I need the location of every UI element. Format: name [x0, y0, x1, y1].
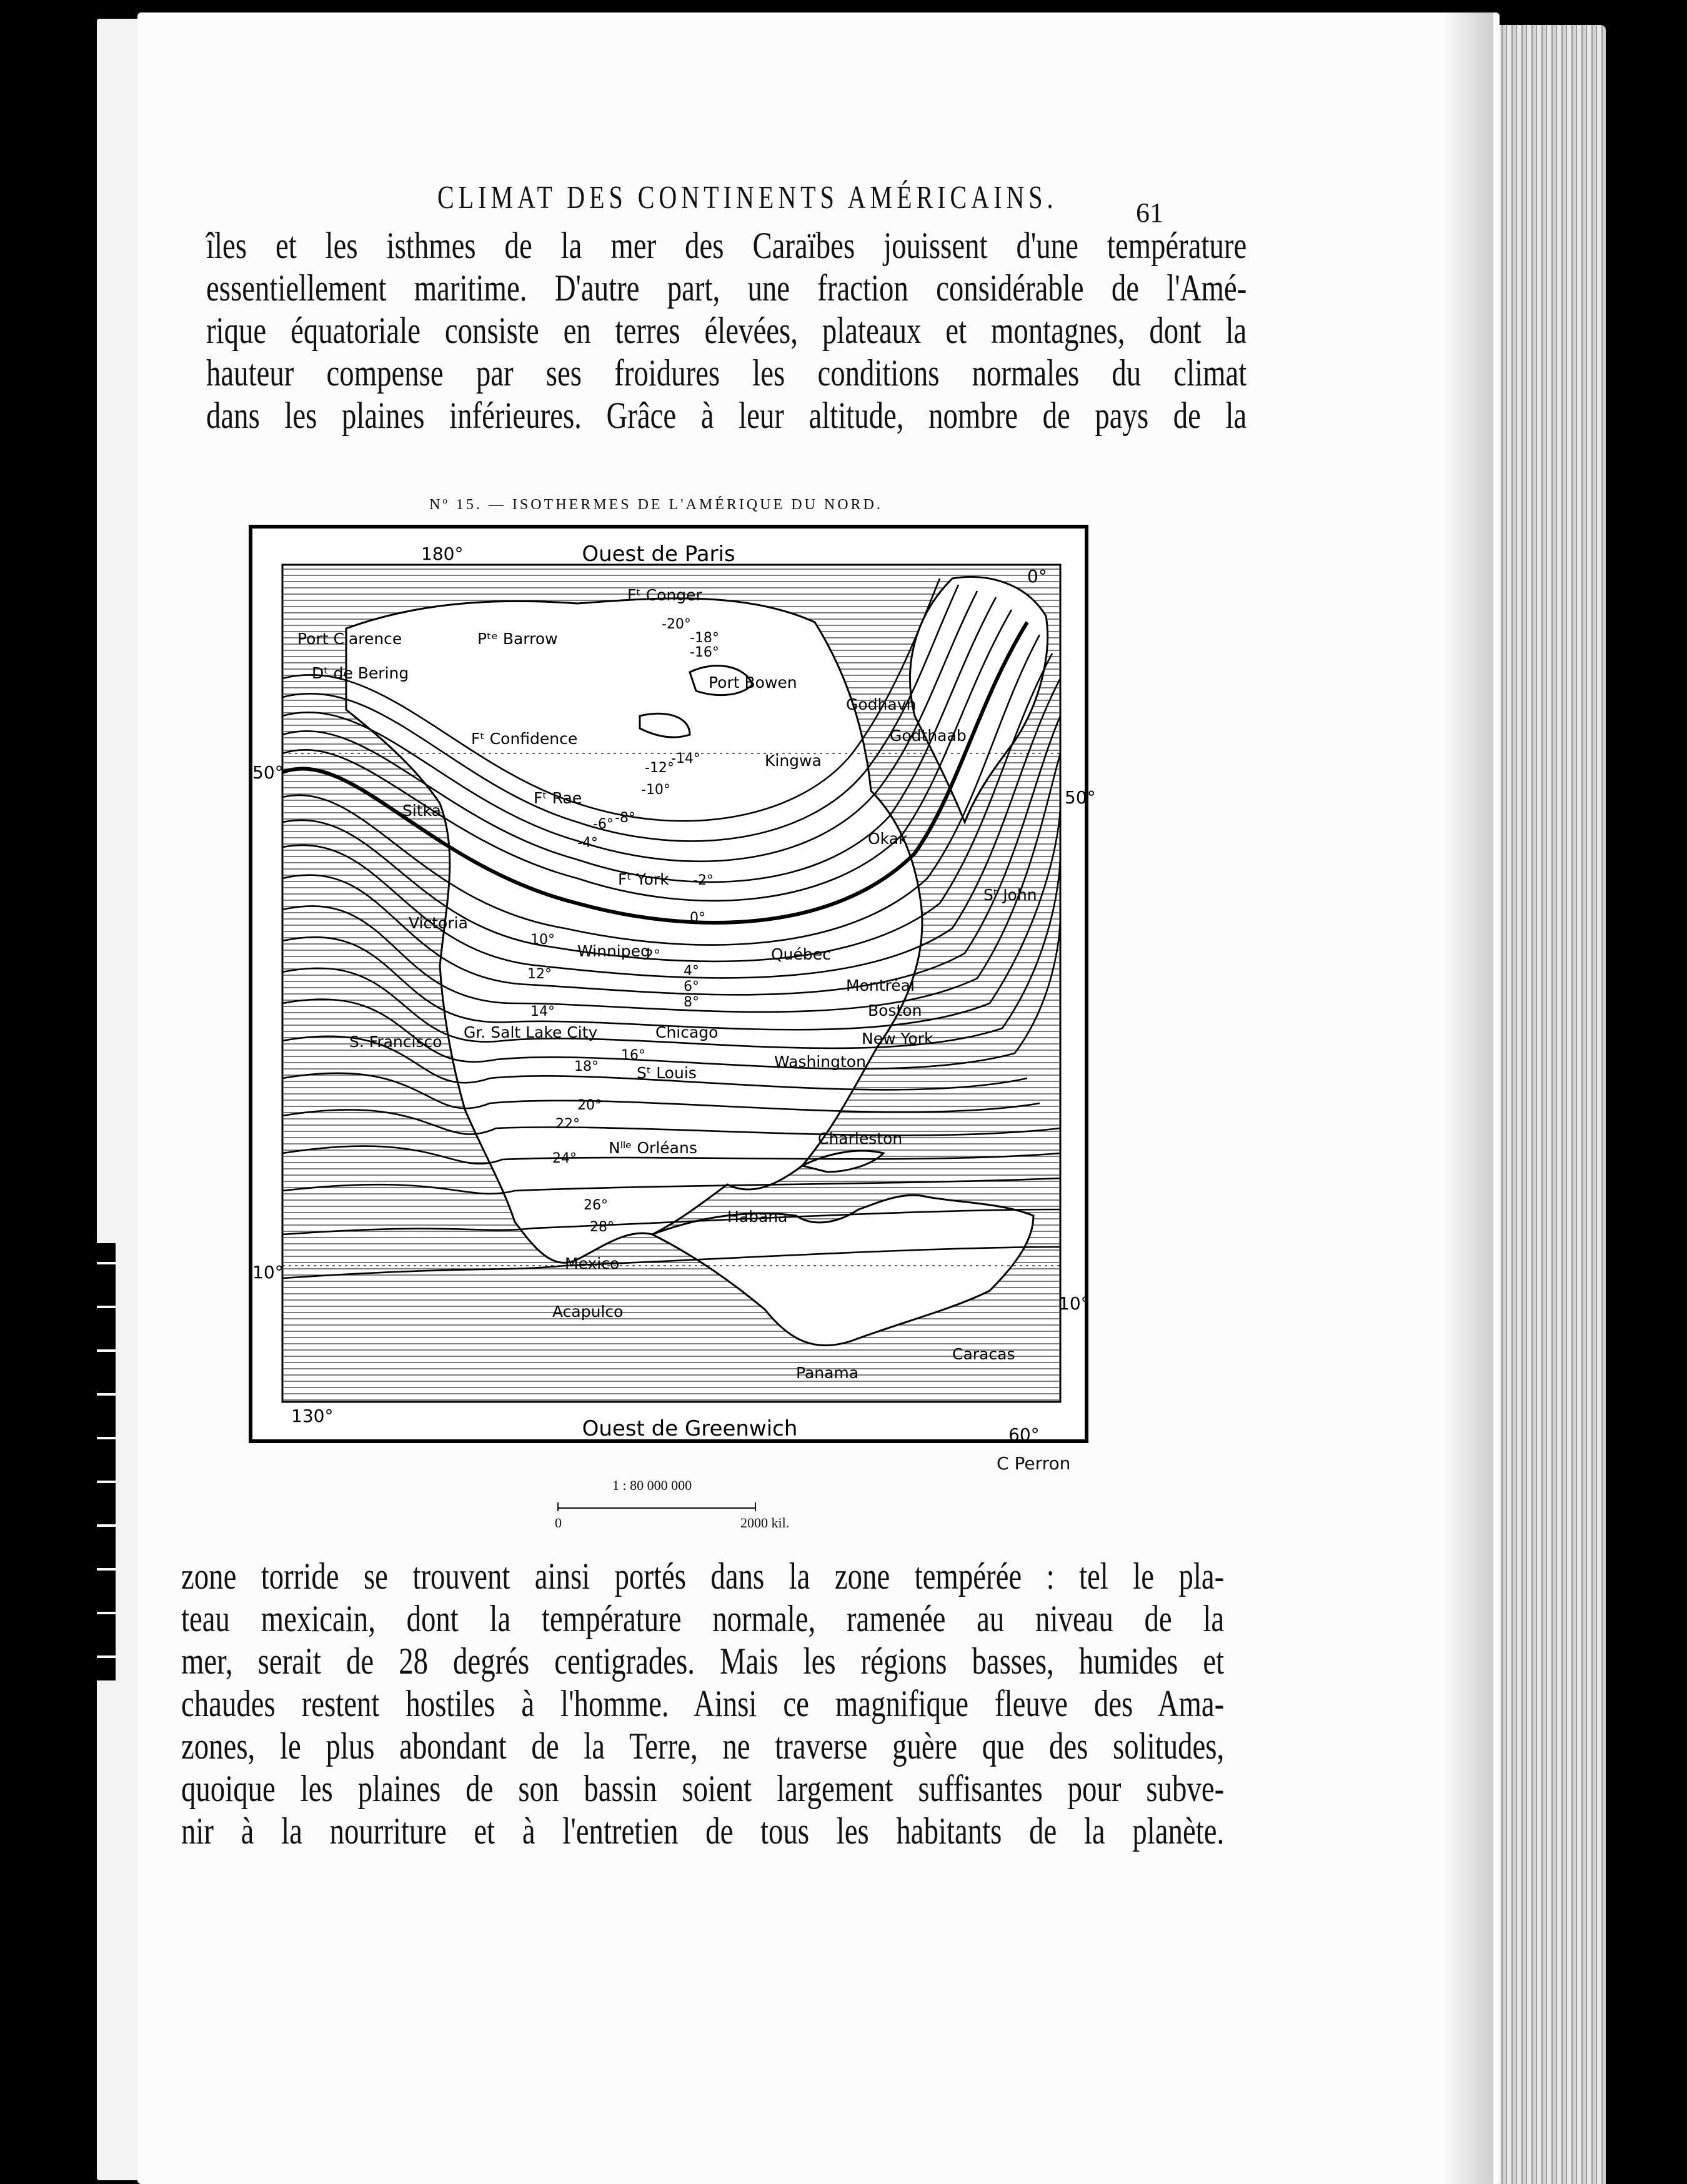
place-label: Sitka	[402, 802, 441, 820]
place-label: Mexico	[565, 1254, 620, 1273]
isotherm-label: 0°	[690, 910, 705, 926]
isotherm-label: -8°	[615, 810, 635, 826]
isotherm-label: -6°	[593, 817, 614, 832]
place-label: Port Clarence	[297, 630, 402, 648]
isotherm-label: -4°	[577, 835, 598, 851]
book-page-edges	[1487, 25, 1606, 2184]
place-label: Fᵗ Confidence	[471, 730, 578, 748]
isotherm-label: 20°	[577, 1098, 602, 1113]
text-line: îles et les isthmes de la mer des Caraïbes jouissent d'une température	[206, 225, 1247, 266]
place-label: Dᵗ de Bering	[312, 664, 409, 682]
place-label: Boston	[868, 1001, 922, 1020]
text-line: teau mexicain, dont la température normale, ramenée au niveau de la	[181, 1598, 1225, 1639]
degree-label: 10°	[1058, 1293, 1090, 1314]
degree-label: 130°	[291, 1406, 334, 1426]
isotherm-label: 16°	[621, 1048, 645, 1063]
degree-label: 10°	[252, 1262, 284, 1283]
text-line: chaudes restent hostiles à l'homme. Ainsi ce magnifique fleuve des Ama-	[181, 1683, 1225, 1724]
scale-start-label: 0	[555, 1515, 562, 1531]
paragraph-bottom	[181, 1556, 1224, 1853]
map-credit: C Perron	[997, 1453, 1071, 1474]
text-line: quoique les plaines de son bassin soient largement suffisantes pour subve-	[181, 1768, 1225, 1809]
place-label: Panama	[796, 1364, 859, 1382]
text-line: mer, serait de 28 degrés centigrades. Mais les régions basses, humides et	[181, 1640, 1225, 1682]
figure-caption: Nº 15. — ISOTHERMES DE L'AMÉRIQUE DU NORD.	[429, 497, 883, 513]
place-label: Acapulco	[552, 1303, 624, 1321]
isotherm-label: 28°	[590, 1219, 614, 1235]
page-number: 61	[1136, 197, 1163, 228]
degree-label: 60°	[1008, 1424, 1040, 1445]
text-line: hauteur compense par ses froidures les conditions normales du climat	[206, 352, 1247, 394]
scale-end-label: 2000 kil.	[740, 1515, 790, 1531]
place-label: Sᵗ Louis	[637, 1064, 697, 1082]
isotherm-map	[249, 525, 1096, 1445]
isotherm-label: 4°	[684, 963, 699, 979]
isotherm-label: 18°	[574, 1059, 599, 1075]
paragraph-top	[206, 225, 1247, 437]
degree-label: 0°	[1027, 566, 1047, 587]
isotherm-map-drawing	[252, 529, 1096, 1445]
isotherm-label: -16°	[690, 645, 719, 660]
degree-label: 180°	[421, 544, 464, 564]
isotherm-label: 10°	[530, 932, 555, 948]
place-label: New York	[862, 1030, 933, 1048]
map-bottom-header: Ouest de Greenwich	[582, 1416, 798, 1441]
place-label: Godhavn	[846, 695, 917, 713]
left-page-edge	[97, 19, 141, 2180]
map-top-header: Ouest de Paris	[582, 542, 735, 567]
isotherm-label: 6°	[684, 979, 699, 995]
place-label: Washington	[774, 1053, 866, 1071]
place-label: Pᵗᵉ Barrow	[477, 630, 558, 648]
place-label: Fᵗ York	[618, 870, 669, 888]
place-label: Fᵗ Conger	[627, 586, 702, 604]
place-label: Chicago	[655, 1023, 719, 1041]
place-label: Fᵗ Rae	[534, 789, 582, 807]
place-label: Québec	[771, 945, 831, 963]
isotherm-label: -2°	[693, 873, 714, 888]
isotherm-label: 14°	[530, 1004, 555, 1020]
place-label: Godthaab	[890, 727, 967, 745]
text-line: essentiellement maritime. D'autre part, une fraction considérable de l'Amé-	[206, 267, 1247, 309]
place-label: Port Bowen	[709, 673, 797, 692]
text-line: rique équatoriale consiste en terres élevées, plateaux et montagnes, dont la	[206, 310, 1247, 351]
page-gutter-shadow	[1443, 12, 1493, 2184]
isotherm-label: 22°	[555, 1116, 580, 1132]
isotherm-label: 26°	[584, 1198, 608, 1213]
isotherm-label: 12°	[527, 966, 552, 982]
place-label: Gr. Salt Lake City	[464, 1023, 598, 1041]
isotherm-label: -14°	[671, 751, 700, 767]
isotherm-label: -20°	[662, 617, 691, 632]
place-label: Caracas	[952, 1345, 1015, 1363]
scale-bar	[557, 1507, 756, 1509]
text-line: dans les plaines inférieures. Grâce à leur altitude, nombre de pays de la	[206, 395, 1247, 436]
place-label: Winnipeg	[577, 942, 650, 960]
place-label: Okak	[868, 830, 908, 848]
text-line: zone torride se trouvent ainsi portés dans la zone tempérée : tel le pla-	[181, 1556, 1225, 1597]
place-label: Kingwa	[765, 752, 822, 770]
place-label: Victoria	[409, 914, 468, 932]
text-line: nir à la nourriture et à l'entretien de tous les habitants de la planète.	[181, 1810, 1225, 1852]
degree-label: 50°	[1065, 787, 1096, 808]
isotherm-label: 2°	[645, 948, 660, 963]
isotherm-label: -10°	[641, 782, 670, 798]
left-page-margin-text	[97, 1243, 116, 1680]
isotherm-label: 8°	[684, 995, 699, 1010]
text-line: zones, le plus abondant de la Terre, ne traverse guère que des solitudes,	[181, 1725, 1225, 1767]
place-label: S. Francisco	[349, 1033, 442, 1051]
isotherm-label: -18°	[690, 630, 719, 646]
place-label: Montréal	[846, 976, 915, 995]
place-label: Habana	[727, 1208, 788, 1226]
place-label: Nˡˡᵉ Orléans	[609, 1139, 697, 1157]
isotherm-label: 24°	[552, 1151, 577, 1166]
running-head: CLIMAT DES CONTINENTS AMÉRICAINS.	[437, 179, 1058, 216]
isotherm-label: -12°	[645, 760, 674, 776]
place-label: Sᵗ John	[983, 886, 1037, 904]
place-label: Charleston	[818, 1129, 903, 1148]
scale-ratio: 1 : 80 000 000	[612, 1477, 692, 1493]
degree-label: 50°	[252, 762, 284, 783]
